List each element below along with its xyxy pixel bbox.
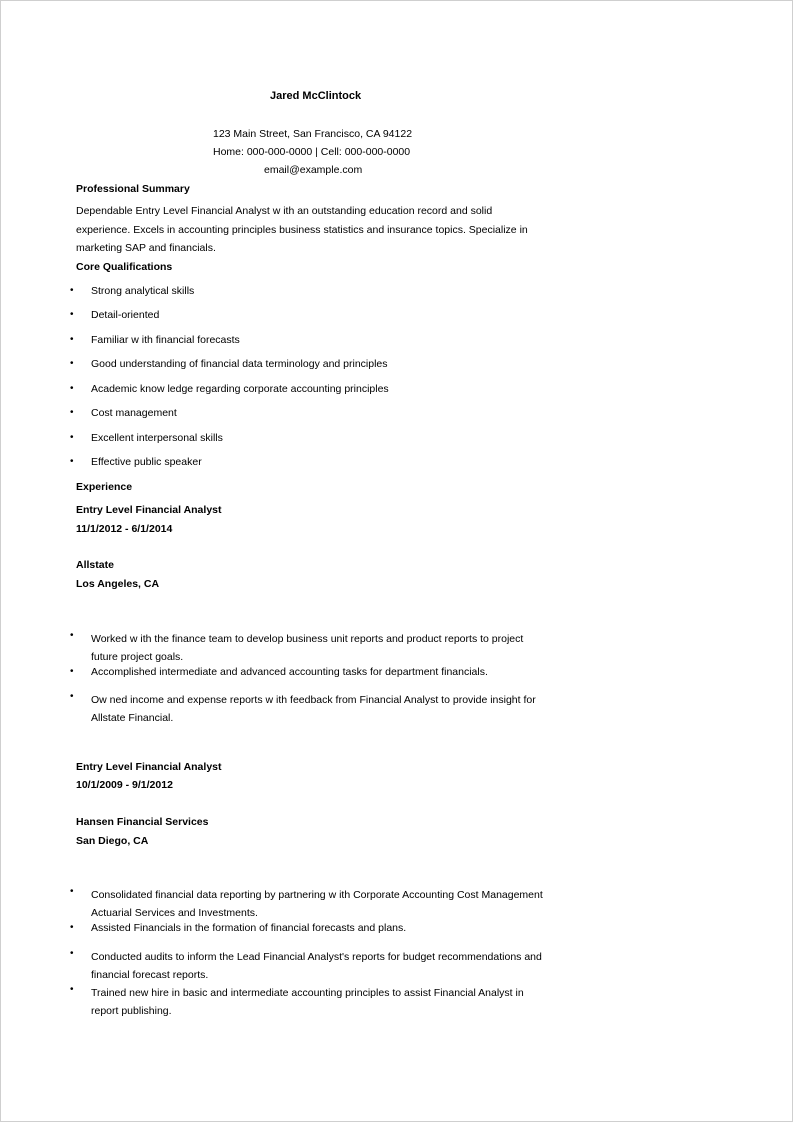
bullet-icon: • (70, 630, 74, 641)
job-location: Los Angeles, CA (76, 578, 160, 590)
qualification-text: Detail-oriented (91, 309, 160, 321)
bullet-icon: • (70, 886, 74, 897)
qualification-text: Academic know ledge regarding corporate accounting principles (91, 383, 389, 395)
qualification-text: Cost management (91, 407, 177, 419)
phone-numbers: Home: 000-000-0000 | Cell: 000-000-0000 (213, 146, 411, 158)
job-bullet-text: Consolidated financial data reporting by partnering w ith Corporate Accounting Cost Management Actuarial Services and Investments. (91, 889, 543, 919)
bullet-icon: • (70, 456, 74, 467)
qualification-text: Good understanding of financial data terminology and principles (91, 358, 388, 370)
summary-text: Dependable Entry Level Financial Analyst w ith an outstanding education record and solid experience. Excels in accounting principles business statistics and insurance topics. Specialize in marketing SAP and financials. (76, 205, 528, 254)
bullet-icon: • (70, 309, 74, 320)
experience-heading: Experience (76, 481, 133, 493)
job-title: Entry Level Financial Analyst (76, 504, 222, 516)
job-company: Hansen Financial Services (76, 816, 209, 828)
qualification-text: Excellent interpersonal skills (91, 432, 223, 444)
job-bullet-text: Conducted audits to inform the Lead Financial Analyst's reports for budget recommendations and financial forecast reports. (91, 951, 542, 981)
job-bullet-text: Assisted Financials in the formation of financial forecasts and plans. (91, 922, 407, 934)
bullet-icon: • (70, 666, 74, 677)
job-bullet-text: Trained new hire in basic and intermediate accounting principles to assist Financial Analyst in report publishing. (91, 987, 524, 1017)
bullet-icon: • (70, 691, 74, 702)
address: 123 Main Street, San Francisco, CA 94122 (213, 128, 413, 140)
bullet-icon: • (70, 948, 74, 959)
summary-heading: Professional Summary (76, 183, 190, 195)
job-company: Allstate (76, 559, 114, 571)
bullet-icon: • (70, 407, 74, 418)
qualification-text: Effective public speaker (91, 456, 202, 468)
qualification-text: Familiar w ith financial forecasts (91, 334, 240, 346)
bullet-icon: • (70, 285, 74, 296)
bullet-icon: • (70, 432, 74, 443)
email: email@example.com (264, 164, 363, 176)
job-location: San Diego, CA (76, 835, 149, 847)
bullet-icon: • (70, 334, 74, 345)
applicant-name: Jared McClintock (270, 90, 362, 102)
job-title: Entry Level Financial Analyst (76, 761, 222, 773)
job-bullet-text: Ow ned income and expense reports w ith feedback from Financial Analyst to provide insight for Allstate Financial. (91, 694, 536, 724)
job-dates: 11/1/2012 - 6/1/2014 (76, 523, 173, 535)
qualifications-heading: Core Qualifications (76, 261, 173, 273)
bullet-icon: • (70, 984, 74, 995)
job-bullet-text: Accomplished intermediate and advanced accounting tasks for department financials. (91, 666, 488, 678)
job-bullet-text: Worked w ith the finance team to develop business unit reports and product reports to project future project goals. (91, 633, 524, 663)
bullet-icon: • (70, 383, 74, 394)
job-dates: 10/1/2009 - 9/1/2012 (76, 779, 173, 791)
bullet-icon: • (70, 358, 74, 369)
bullet-icon: • (70, 922, 74, 933)
qualification-text: Strong analytical skills (91, 285, 195, 297)
